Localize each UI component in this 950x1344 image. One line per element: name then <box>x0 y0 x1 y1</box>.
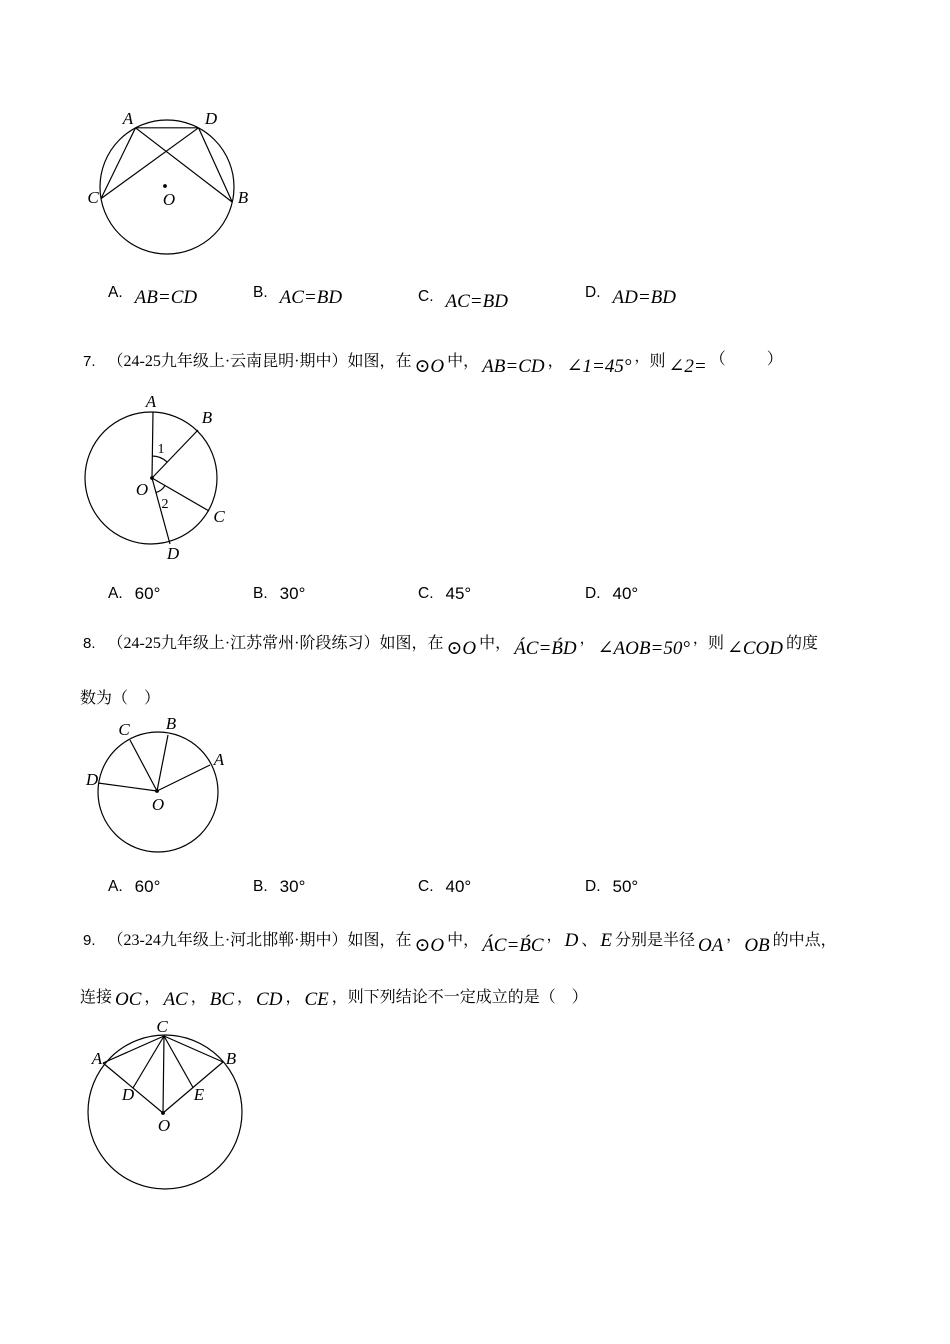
q6-option-c <box>418 288 508 313</box>
q8-text-1: （24-25九年级上·江苏常州·阶段练习）如图，在 <box>107 635 444 652</box>
q8-options-row <box>80 877 900 911</box>
center-dot <box>150 476 154 480</box>
figure-q9-svg <box>75 1018 267 1206</box>
q9-eq-oc: OC <box>115 989 142 1010</box>
q8-option-b-value: 30° <box>279 877 306 896</box>
q6-option-a-label: A. <box>108 284 123 301</box>
q7-eq-angle2: ∠2= <box>668 356 707 377</box>
radius-ob <box>157 735 168 791</box>
q7-number: 7. <box>83 353 96 370</box>
q9-comma-2: ， <box>726 928 742 944</box>
q7-circle-symbol: ⊙O <box>414 356 445 377</box>
point-label-o: O <box>157 1116 171 1135</box>
chord-db <box>199 128 233 202</box>
q6-option-c-value: AC=BD <box>445 291 508 312</box>
q9-text-5: 连接 <box>80 989 113 1006</box>
chord-ca <box>103 1036 164 1063</box>
q6-options-row <box>80 284 900 318</box>
q9-eq-bc: BC <box>209 989 235 1010</box>
q8-text-5: 数为（ ） <box>80 690 161 707</box>
q8-eq-cod: ∠COD <box>726 638 783 659</box>
q9-comma-5: ， <box>237 989 254 1006</box>
q6-option-b-value: AC=BD <box>279 287 343 308</box>
q6-option-c-label: C. <box>418 288 434 305</box>
point-label-a: A <box>122 109 134 128</box>
point-label-d: D <box>204 109 218 128</box>
q8-option-a-label: A. <box>108 878 123 895</box>
angle2-label: 2 <box>161 497 169 512</box>
q9-eq-cd: CD <box>256 989 283 1010</box>
q8-number: 8. <box>83 635 96 652</box>
q7-comma-2: ， <box>634 349 650 365</box>
angle1-label: 1 <box>157 442 165 457</box>
q8-option-c-value: 40° <box>445 877 472 896</box>
q7-answer-blank: （ ） <box>709 351 786 368</box>
q9-stem-line2 <box>80 985 588 1013</box>
q8-comma-1: ， <box>579 631 595 647</box>
center-dot <box>163 184 167 188</box>
q7-option-d <box>585 584 638 604</box>
q8-eq-arcs: ÁC=B́D <box>514 638 577 659</box>
q7-option-d-label: D. <box>585 585 601 602</box>
q9-stem-line1 <box>83 923 837 959</box>
segment-ce <box>164 1036 193 1088</box>
point-label-c: C <box>156 1017 168 1036</box>
center-dot <box>161 1111 165 1115</box>
point-label-c: C <box>118 720 130 739</box>
circle-outline <box>100 120 234 254</box>
q9-comma-7: ， <box>331 989 348 1006</box>
point-label-c: C <box>87 188 99 207</box>
q7-option-d-value: 40° <box>612 584 639 603</box>
q7-option-b <box>253 584 305 604</box>
q8-comma-2: ， <box>692 631 708 647</box>
q9-dunhao: 、 <box>581 932 598 949</box>
figure-q7-svg <box>80 393 250 573</box>
point-label-a: A <box>91 1049 103 1068</box>
point-label-o: O <box>162 190 176 209</box>
figure-q6-svg <box>85 105 263 273</box>
q7-text-3: 则 <box>649 353 666 370</box>
point-label-b: B <box>201 408 213 427</box>
q9-text-1: （23-24九年级上·河北邯郸·期中）如图，在 <box>107 932 412 949</box>
q8-option-a-value: 60° <box>134 877 161 896</box>
q9-eq-arcs: ÁC=B́C <box>482 935 544 956</box>
point-label-d: D <box>166 544 180 563</box>
q6-option-a-value: AB=CD <box>134 287 198 308</box>
q8-option-d <box>585 877 638 897</box>
center-dot <box>155 789 159 793</box>
point-label-b: B <box>165 714 177 733</box>
q8-eq-aob: ∠AOB=50° <box>597 638 690 659</box>
q7-option-a-label: A. <box>108 585 123 602</box>
point-label-d: D <box>85 770 99 789</box>
q7-option-c-label: C. <box>418 585 434 602</box>
q7-eq-angle1: ∠1=45° <box>566 356 632 377</box>
q7-comma-1: ， <box>547 353 564 370</box>
radius-oa <box>152 412 153 478</box>
q8-option-c <box>418 877 471 897</box>
figure-q9 <box>75 1018 267 1206</box>
q8-option-b-label: B. <box>253 878 268 895</box>
figure-q6 <box>85 105 263 273</box>
q9-eq-ac: AC <box>163 989 188 1010</box>
point-label-a: A <box>213 750 225 769</box>
q9-circle-symbol: ⊙O <box>414 935 445 956</box>
q9-text-2: 中， <box>447 932 480 949</box>
q9-comma-6: ， <box>285 989 302 1006</box>
point-label-e: E <box>193 1085 205 1104</box>
q8-stem-line1 <box>83 626 818 662</box>
angle2-arc <box>156 486 165 493</box>
q8-option-c-label: C. <box>418 878 434 895</box>
radius-oc <box>130 740 157 791</box>
q9-text-4: 的中点， <box>772 932 837 949</box>
q6-option-d-value: AD=BD <box>612 287 676 308</box>
chord-ac <box>101 128 136 199</box>
q8-option-b <box>253 877 305 897</box>
q9-comma-3: ， <box>144 989 161 1006</box>
segment-cd <box>133 1036 164 1088</box>
q9-eq-oa: OA <box>697 935 724 956</box>
q7-option-c <box>418 584 471 604</box>
q7-option-a-value: 60° <box>134 584 161 603</box>
point-label-b: B <box>225 1049 237 1068</box>
q6-option-d-label: D. <box>585 284 601 301</box>
q8-option-a <box>108 877 160 897</box>
point-label-a: A <box>145 392 157 411</box>
q9-text-3: 分别是半径 <box>614 932 695 949</box>
q9-number: 9. <box>83 932 96 949</box>
point-label-o: O <box>135 480 149 499</box>
q7-option-c-value: 45° <box>445 584 472 603</box>
q9-comma-1: ， <box>546 928 562 944</box>
point-label-b: B <box>237 188 249 207</box>
q8-circle-symbol: ⊙O <box>446 638 477 659</box>
q8-option-d-value: 50° <box>612 877 639 896</box>
figure-q8-svg <box>85 713 237 865</box>
q6-option-a <box>108 284 197 309</box>
q8-text-2: 中， <box>479 635 512 652</box>
q7-eq-abcd: AB=CD <box>482 356 545 377</box>
q8-text-3: 则 <box>707 635 724 652</box>
q9-eq-ob: OB <box>744 935 770 956</box>
figure-q8 <box>85 713 237 865</box>
q7-text-2: 中， <box>447 353 480 370</box>
radius-od <box>98 783 157 791</box>
q9-eq-ce: CE <box>304 989 329 1010</box>
q7-stem <box>83 344 786 380</box>
figure-q7 <box>80 393 250 573</box>
radius-oa <box>157 765 210 791</box>
q8-stem-line2 <box>80 686 160 712</box>
q7-text-1: （24-25九年级上·云南昆明·期中）如图，在 <box>107 353 412 370</box>
q9-comma-4: ， <box>190 989 207 1006</box>
q8-text-4: 的度 <box>786 635 819 652</box>
radius-oc <box>163 1036 164 1113</box>
q7-option-b-label: B. <box>253 585 268 602</box>
q9-text-6: 则下列结论不一定成立的是（ ） <box>347 989 588 1006</box>
point-label-c: C <box>213 507 225 526</box>
q7-option-a <box>108 584 160 604</box>
q7-options-row <box>80 584 900 618</box>
q9-point-d: D <box>564 930 579 951</box>
q6-option-d <box>585 284 676 309</box>
q6-option-b <box>253 284 342 309</box>
q7-option-b-value: 30° <box>279 584 306 603</box>
q8-option-d-label: D. <box>585 878 601 895</box>
point-label-d: D <box>121 1085 135 1104</box>
point-label-o: O <box>151 795 165 814</box>
q6-option-b-label: B. <box>253 284 268 301</box>
q9-point-e: E <box>600 930 612 951</box>
